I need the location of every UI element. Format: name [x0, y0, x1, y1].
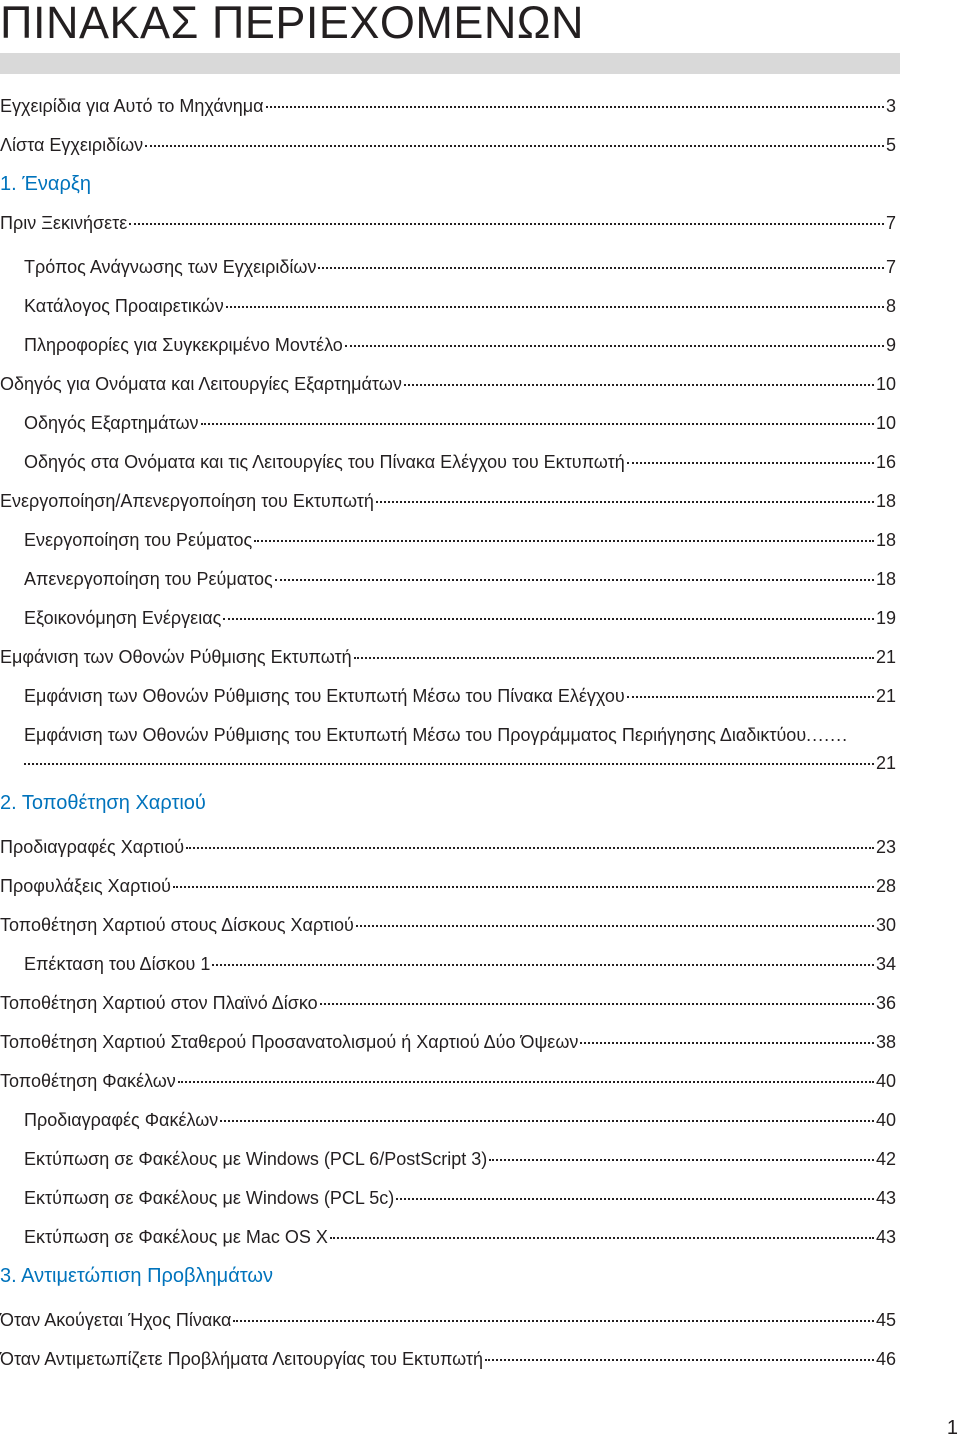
- toc-entry-page: 18: [875, 530, 896, 550]
- leader-dots: [404, 384, 874, 386]
- leader-dots: [627, 462, 874, 464]
- toc-entry-page: 21: [875, 753, 896, 773]
- toc-entry-title: Απενεργοποίηση του Ρεύματος: [24, 569, 273, 589]
- toc-entry-title: Τοποθέτηση Χαρτιού στους Δίσκους Χαρτιού: [0, 915, 354, 935]
- toc-entry[interactable]: [0, 211, 896, 235]
- toc-entry-page: 7: [885, 213, 896, 233]
- toc-entry[interactable]: [0, 372, 896, 396]
- toc-entry-page: 7: [885, 257, 896, 277]
- leader-dots: [266, 106, 884, 108]
- page-number: 1: [946, 1417, 958, 1439]
- page-title: ΠΙΝΑΚΑΣ ΠΕΡΙΕΧΟΜΕΝΩΝ: [0, 0, 585, 48]
- leader-dots: [173, 886, 874, 888]
- toc-entry-page: 16: [875, 452, 896, 472]
- toc-entry-page: 38: [875, 1032, 896, 1052]
- toc-entry-title: Ενεργοποίηση/Απενεργοποίηση του Εκτυπωτή: [0, 491, 374, 511]
- toc-entry-page: 21: [875, 686, 896, 706]
- toc-entry[interactable]: [24, 684, 896, 708]
- toc-entry-title: Εγχειρίδια για Αυτό το Μηχάνημα: [0, 96, 264, 116]
- toc-entry-title: Προφυλάξεις Χαρτιού: [0, 876, 172, 896]
- leader-dots: [489, 1159, 874, 1161]
- toc-entry[interactable]: [24, 606, 896, 630]
- toc-entry[interactable]: [0, 874, 896, 898]
- toc-entry-title: Όταν Αντιμετωπίζετε Προβλήματα Λειτουργίας του Εκτυπωτή: [0, 1349, 484, 1369]
- chapter-heading-3[interactable]: 3. Αντιμετώπιση Προβλημάτων: [0, 1265, 273, 1287]
- toc-entry-title: Πληροφορίες για Συγκεκριμένο Μοντέλο: [24, 335, 343, 355]
- toc-entry[interactable]: [24, 528, 896, 552]
- toc-entry-page: 45: [875, 1310, 896, 1330]
- leader-dots: [396, 1198, 874, 1200]
- chapter-heading-1[interactable]: 1. Έναρξη: [0, 173, 91, 195]
- toc-entry[interactable]: [0, 1069, 896, 1093]
- leader-dots: [275, 579, 874, 581]
- toc-entry-page: 10: [875, 413, 896, 433]
- toc-entry[interactable]: [24, 1147, 896, 1171]
- toc-entry-page: 9: [885, 335, 896, 355]
- leader-dots: [212, 964, 874, 966]
- toc-entry-page: 19: [875, 608, 896, 628]
- leader-dots: [220, 1120, 874, 1122]
- leader-dots: [233, 1320, 874, 1322]
- toc-entry-page: 8: [885, 296, 896, 316]
- toc-entry-page: 23: [875, 837, 896, 857]
- toc-entry[interactable]: [24, 411, 896, 435]
- chapter-heading-2[interactable]: 2. Τοποθέτηση Χαρτιού: [0, 792, 206, 814]
- toc-entry-title: Τοποθέτηση Φακέλων: [0, 1071, 176, 1091]
- leader-dots: [356, 925, 874, 927]
- leader-dots: [226, 306, 884, 308]
- toc-entry[interactable]: [24, 333, 896, 357]
- toc-entry-wrapped[interactable]: [24, 723, 896, 775]
- leader-dots: [345, 345, 884, 347]
- toc-entry-page: 34: [875, 954, 896, 974]
- toc-entry-page: 18: [875, 491, 896, 511]
- toc-entry[interactable]: [0, 1308, 896, 1332]
- toc-entry[interactable]: [0, 489, 896, 513]
- leader-dots: [376, 501, 874, 503]
- toc-entry-page: 3: [885, 96, 896, 116]
- leader-dots: [145, 145, 884, 147]
- toc-entry[interactable]: [0, 835, 896, 859]
- toc-entry-page: 40: [875, 1110, 896, 1130]
- toc-entry[interactable]: [24, 1186, 896, 1210]
- leader-dots: [330, 1237, 874, 1239]
- leader-dots: [178, 1081, 874, 1083]
- toc-entry[interactable]: [24, 1108, 896, 1132]
- toc-entry-page: 10: [875, 374, 896, 394]
- toc-entry-title: Εκτύπωση σε Φακέλους με Windows (PCL 6/PostScript 3): [24, 1149, 488, 1169]
- toc-entry-manual-list[interactable]: [0, 133, 896, 157]
- toc-entry-title: Πριν Ξεκινήσετε: [0, 213, 128, 233]
- toc-entry-page: 28: [875, 876, 896, 896]
- leader-dots: [201, 423, 874, 425]
- toc-entry-page: 18: [875, 569, 896, 589]
- toc-entry-title: Ενεργοποίηση του Ρεύματος: [24, 530, 253, 550]
- toc-entry-page: 46: [875, 1349, 896, 1369]
- toc-entry-title: Κατάλογος Προαιρετικών: [24, 296, 224, 316]
- toc-entry-page: 40: [875, 1071, 896, 1091]
- toc-entry-manuals-for-machine[interactable]: [0, 94, 896, 118]
- toc-entry[interactable]: [24, 1225, 896, 1249]
- toc-entry-page: 43: [875, 1188, 896, 1208]
- toc-entry[interactable]: [24, 450, 896, 474]
- leader-dots: [354, 657, 874, 659]
- leader-dots: [485, 1359, 874, 1361]
- toc-entry-page: 30: [875, 915, 896, 935]
- leader-dots: [627, 696, 874, 698]
- leader-dots: [318, 267, 884, 269]
- toc-entry-title: Τοποθέτηση Χαρτιού στον Πλαϊνό Δίσκο: [0, 993, 318, 1013]
- toc-entry-page: 43: [875, 1227, 896, 1247]
- toc-entry-title: Τοποθέτηση Χαρτιού Σταθερού Προσανατολισμού ή Χαρτιού Δύο Όψεων: [0, 1032, 579, 1052]
- toc-entry-title: Οδηγός για Ονόματα και Λειτουργίες Εξαρτημάτων: [0, 374, 402, 394]
- toc-entry-title: Εμφάνιση των Οθονών Ρύθμισης του Εκτυπωτή Μέσω του Πίνακα Ελέγχου: [24, 686, 625, 706]
- toc-entry-title: Εμφάνιση των Οθονών Ρύθμισης του Εκτυπωτή Μέσω του Προγράμματος Περιήγησης Διαδικτύου: [24, 725, 807, 745]
- toc-entry-page: 5: [885, 135, 896, 155]
- toc-entry[interactable]: [24, 567, 896, 591]
- toc-entry-page: 36: [875, 993, 896, 1013]
- toc-entry[interactable]: [24, 952, 896, 976]
- toc-entry-title: Εμφάνιση των Οθονών Ρύθμισης Εκτυπωτή: [0, 647, 352, 667]
- toc-entry[interactable]: [0, 1030, 896, 1054]
- leader-dots: [186, 847, 874, 849]
- toc-entry-title: Τρόπος Ανάγνωσης των Εγχειριδίων: [24, 257, 317, 277]
- toc-entry-title: Όταν Ακούγεται Ήχος Πίνακα: [0, 1310, 232, 1330]
- leader-dots: [580, 1042, 874, 1044]
- toc-entry-title: Εκτύπωση σε Φακέλους με Windows (PCL 5c): [24, 1188, 395, 1208]
- toc-entry-title: Προδιαγραφές Χαρτιού: [0, 837, 185, 857]
- leader-dots: [24, 763, 874, 765]
- toc-entry-page: 42: [875, 1149, 896, 1169]
- toc-entry[interactable]: [24, 294, 896, 318]
- toc-entry[interactable]: [0, 913, 896, 937]
- toc-entry-title: Προδιαγραφές Φακέλων: [24, 1110, 219, 1130]
- toc-entry-page: 21: [875, 647, 896, 667]
- toc-entry-title: Επέκταση του Δίσκου 1: [24, 954, 211, 974]
- toc-entry-title: Οδηγός Εξαρτημάτων: [24, 413, 199, 433]
- toc-entry-title: Οδηγός στα Ονόματα και τις Λειτουργίες του Πίνακα Ελέγχου του Εκτυπωτή: [24, 452, 625, 472]
- toc-entry-title: Εξοικονόμηση Ενέργειας: [24, 608, 222, 628]
- toc-entry-title: Λίστα Εγχειριδίων: [0, 135, 144, 155]
- toc-entry[interactable]: [24, 255, 896, 279]
- toc-entry[interactable]: [0, 645, 896, 669]
- leader-dots: [320, 1003, 874, 1005]
- leader-dots: [254, 540, 874, 542]
- leader-dots: [223, 618, 874, 620]
- toc-entry-title: Εκτύπωση σε Φακέλους με Mac OS X: [24, 1227, 328, 1247]
- toc-entry[interactable]: [0, 991, 896, 1015]
- leader-dots: [129, 223, 884, 225]
- toc-entry[interactable]: [0, 1347, 896, 1371]
- leader-dots: .......: [806, 725, 849, 745]
